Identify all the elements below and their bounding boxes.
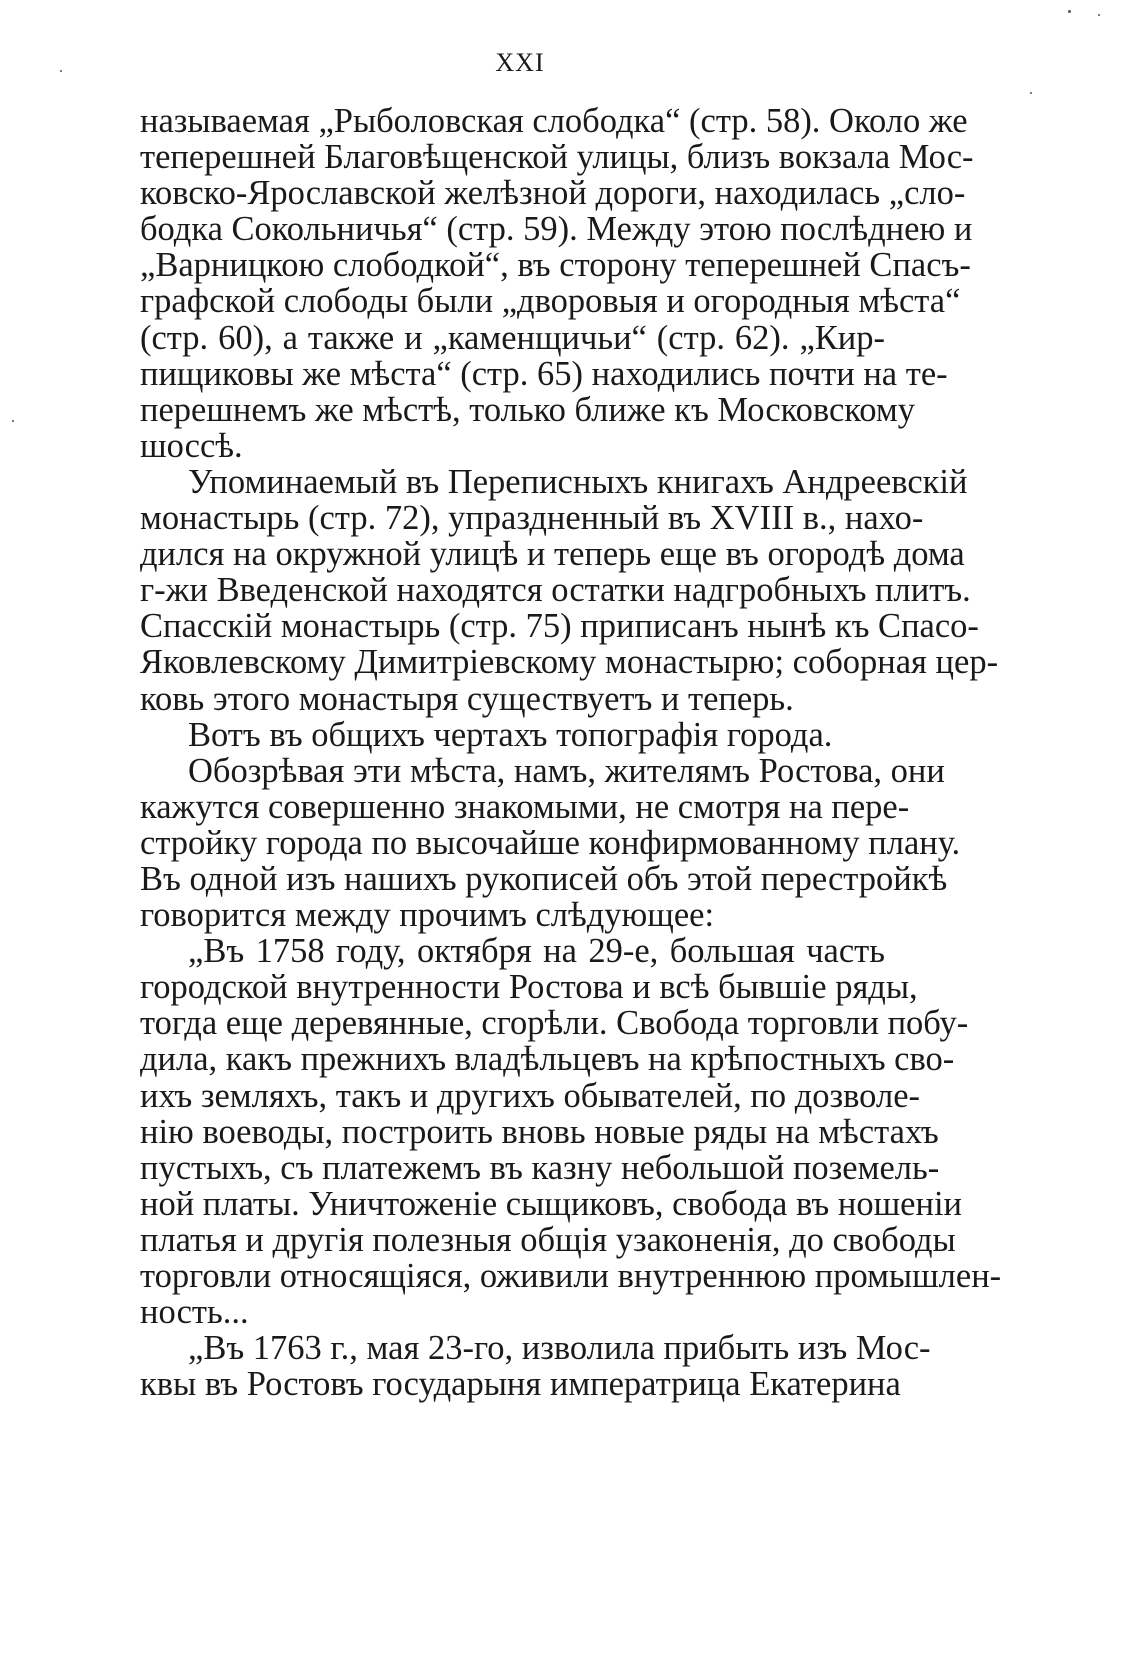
text-line: Вотъ въ общихъ чертахъ топографія города. <box>188 715 833 754</box>
scan-speck <box>1068 10 1071 13</box>
scan-speck <box>1030 92 1032 94</box>
scan-speck <box>60 70 62 72</box>
text-line: квы въ Ростовъ государыня императрица Екатерина <box>140 1365 901 1404</box>
text-line: стройку города по высочайше конфирмованному плану. <box>140 823 961 862</box>
text-line: Упоминаемый въ Переписныхъ книгахъ Андреевскій <box>188 462 968 501</box>
text-line: теперешней Благовѣщенской улицы, близъ вокзала Мос- <box>140 138 974 177</box>
text-line: шоссѣ. <box>140 426 243 465</box>
text-line: ихъ земляхъ, такъ и другихъ обывателей, по дозволе- <box>140 1076 920 1115</box>
text-line: графской слободы были „дворовыя и огородныя мѣста“ <box>140 282 961 321</box>
scan-speck <box>12 420 14 422</box>
text-line: ной платы. Уничтоженіе сыщиковъ, свобода въ ношеніи <box>140 1184 962 1223</box>
text-line: торговли относящіяся, оживили внутреннюю промышлен- <box>140 1257 1002 1295</box>
text-line: г-жи Введенской находятся остатки надгробныхъ плитъ. <box>140 571 971 610</box>
body-text <box>140 102 1002 1404</box>
text-line: бодка Сокольничья“ (стр. 59). Между этою послѣднею и <box>140 210 973 249</box>
text-line: Спасскій монастырь (стр. 75) приписанъ нынѣ къ Спасо- <box>140 607 979 646</box>
text-line: пищиковы же мѣста“ (стр. 65) находились почти на те- <box>140 354 948 393</box>
text-line: говорится между прочимъ слѣдующее: <box>140 896 715 935</box>
text-line: (стр. 60), а также и „каменщичьи“ (стр. 62). „Кир- <box>140 318 885 357</box>
text-line: „Въ 1763 г., мая 23-го, изволила прибыть изъ Мос- <box>188 1329 931 1368</box>
text-line: платья и другія полезныя общія узаконенія, до свободы <box>140 1220 956 1259</box>
text-line: Яковлевскому Димитріевскому монастырю; соборная цер- <box>140 643 999 682</box>
text-line: Обозрѣвая эти мѣста, намъ, жителямъ Ростова, они <box>188 751 945 790</box>
text-line: Въ одной изъ нашихъ рукописей объ этой перестройкѣ <box>140 859 948 898</box>
text-line: кажутся совершенно знакомыми, не смотря на пере- <box>140 787 910 826</box>
text-line: ность... <box>140 1293 249 1332</box>
text-line: монастырь (стр. 72), упраздненный въ XVIII в., нахо- <box>140 499 924 538</box>
text-line: „Варницкою слободкой“, въ сторону теперешней Спасъ- <box>140 246 971 285</box>
page-number: XXI <box>495 48 545 77</box>
text-line: ковско-Ярославской желѣзной дороги, находилась „сло- <box>140 174 966 213</box>
text-line: называемая „Рыболовская слободка“ (стр. 58). Около же <box>140 102 968 140</box>
text-line: нію воеводы, построить вновь новые ряды на мѣстахъ <box>140 1112 939 1151</box>
text-line: дился на окружной улицѣ и теперь еще въ огородѣ дома <box>140 535 965 574</box>
scan-speck <box>1098 14 1100 16</box>
text-line: пустыхъ, съ платежемъ въ казну небольшой поземель- <box>140 1148 940 1187</box>
text-line: перешнемъ же мѣстѣ, только ближе къ Московскому <box>140 390 915 429</box>
text-line: тогда еще деревянные, сгорѣли. Свобода торговли побу- <box>140 1004 969 1043</box>
text-line: „Въ 1758 году, октября на 29-е, большая часть <box>188 932 885 971</box>
text-line: ковь этого монастыря существуетъ и теперь. <box>140 679 794 718</box>
text-line: дила, какъ прежнихъ владѣльцевъ на крѣпостныхъ сво- <box>140 1040 955 1079</box>
text-line: городской внутренности Ростова и всѣ бывшіе ряды, <box>140 968 918 1007</box>
